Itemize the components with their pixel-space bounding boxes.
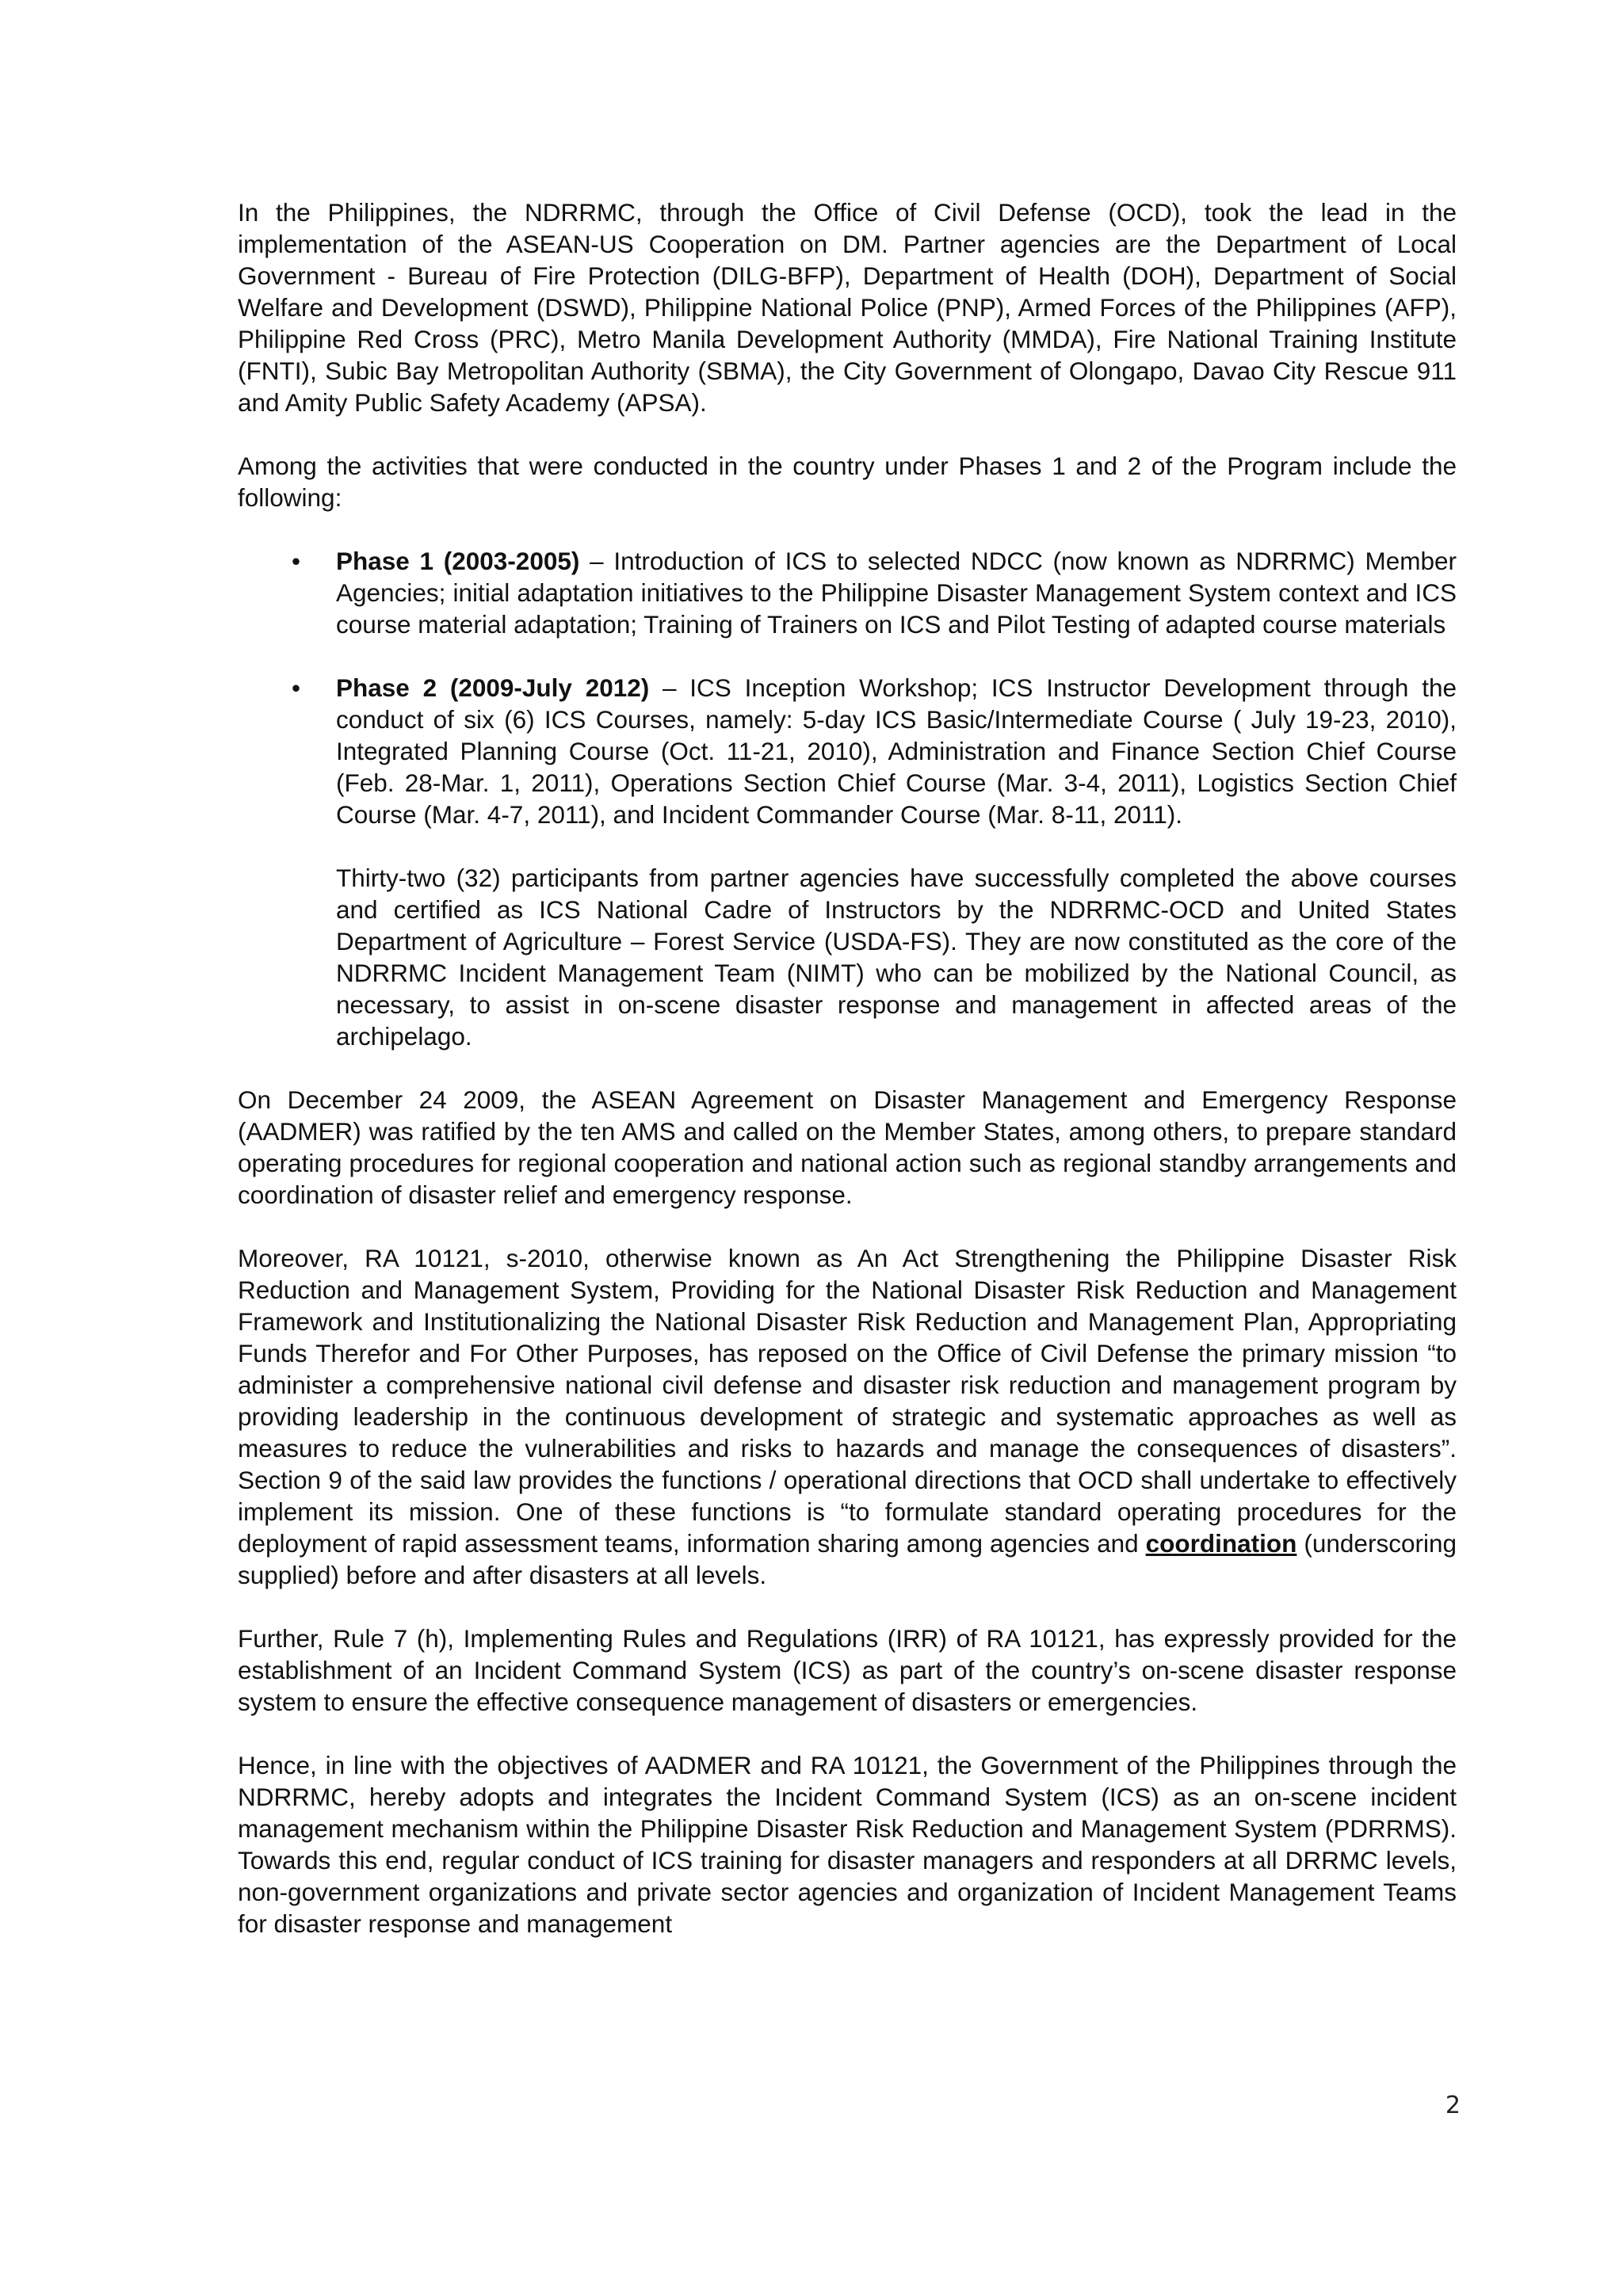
document-body xyxy=(238,196,1457,1971)
paragraph-cadre-of-instructors: Thirty-two (32) participants from partner agencies have successfully completed the above courses and certified as ICS National Cadre of Instructors by the NDRRMC-OCD and United States Department of Agriculture – Forest Service (USDA-FS). They are now constituted as the core of the NDRRMC Incident Management Team (NIMT) who can be mobilized by the National Council, as necessary, to assist in on-scene disaster response and management in affected areas of the archipelago. xyxy=(336,864,1457,1051)
paragraph-ra-10121 xyxy=(238,1242,1457,1591)
paragraph-ics-adoption: Hence, in line with the objectives of AADMER and RA 10121, the Government of the Philippines through the NDRRMC, hereby adopts and integrates the Incident Command System (ICS) as an on-scene incident management mechanism within the Philippine Disaster Risk Reduction and Management System (PDRRMS). Towards this end, regular conduct of ICS training for disaster managers and responders at all DRRMC levels, non-government organizations and private sector agencies and organization of Incident Management Teams for disaster response and management xyxy=(238,1751,1457,1938)
list-item-phase-1 xyxy=(238,545,1457,640)
page-number: 2 xyxy=(1445,2092,1461,2119)
phase-1-text: – Introduction of ICS to selected NDCC (now known as NDRRMC) Member Agencies; initial adaptation initiatives to the Philippine Disaster Management System context and ICS course material adaptation; Training of Trainers on ICS and Pilot Testing of adapted course materials xyxy=(336,547,1457,639)
phase-1-label: Phase 1 (2003-2005) xyxy=(336,547,580,575)
phase-2-text: – ICS Inception Workshop; ICS Instructor Development through the conduct of six (6) ICS Courses, namely: 5-day ICS Basic/Intermediate Course ( July 19-23, 2010), Integrated Planning Course (Oct. 11-21, 2010), Administration and Finance Section Chief Course (Feb. 28-Mar. 1, 2011), Operations Section Chief Course (Mar. 3-4, 2011), Logistics Section Chief Course (Mar. 4-7, 2011), and Incident Commander Course (Mar. 8-11, 2011). xyxy=(336,673,1457,829)
phases-list xyxy=(238,545,1457,1052)
paragraph-partner-agencies: In the Philippines, the NDRRMC, through the Office of Civil Defense (OCD), took the lead in the implementation of the ASEAN-US Cooperation on DM. Partner agencies are the Department of Local Government - Bureau of Fire Protection (DILG-BFP), Department of Health (DOH), Department of Social Welfare and Development (DSWD), Philippine National Police (PNP), Armed Forces of the Philippines (AFP), Philippine Red Cross (PRC), Metro Manila Development Authority (MMDA), Fire National Training Institute (FNTI), Subic Bay Metropolitan Authority (SBMA), the City Government of Olongapo, Davao City Rescue 911 and Amity Public Safety Academy (APSA). xyxy=(238,198,1457,417)
list-item-phase-2 xyxy=(238,672,1457,1052)
phase-2-label: Phase 2 (2009-July 2012) xyxy=(336,673,650,702)
ra-10121-text-before: Moreover, RA 10121, s-2010, otherwise known as An Act Strengthening the Philippine Disaster Risk Reduction and Management System, Providing for the National Disaster Risk Reduction and Management Framework and Institutionalizing the National Disaster Risk Reduction and Management Plan, Appropriating Funds Therefor and For Other Purposes, has reposed on the Office of Civil Defense the primary mission “to administer a comprehensive national civil defense and disaster risk reduction and management program by providing leadership in the continuous development of strategic and systematic approaches as well as measures to reduce the vulnerabilities and risks to hazards and manage the consequences of disasters”. Section 9 of the said law provides the functions / operational directions that OCD shall undertake to effectively implement its mission. One of these functions is “to formulate standard operating procedures for the deployment of rapid assessment teams, information sharing among agencies and xyxy=(238,1244,1457,1558)
paragraph-irr-rule-7: Further, Rule 7 (h), Implementing Rules and Regulations (IRR) of RA 10121, has expressly provided for the establishment of an Incident Command System (ICS) as part of the country’s on-scene disaster response system to ensure the effective consequence management of disasters or emergencies. xyxy=(238,1624,1457,1716)
bullet-icon: • xyxy=(292,547,301,575)
ra-10121-text-after: (underscoring supplied) before and after disasters at all levels. xyxy=(238,1529,1457,1589)
bullet-icon: • xyxy=(292,673,301,702)
paragraph-activities-intro: Among the activities that were conducted in the country under Phases 1 and 2 of the Program include the following: xyxy=(238,452,1457,512)
coordination-emphasis: coordination xyxy=(1145,1529,1297,1558)
paragraph-aadmer: On December 24 2009, the ASEAN Agreement on Disaster Management and Emergency Response (AADMER) was ratified by the ten AMS and called on the Member States, among others, to prepare standard operating procedures for regional cooperation and national action such as regional standby arrangements and coordination of disaster relief and emergency response. xyxy=(238,1085,1457,1209)
